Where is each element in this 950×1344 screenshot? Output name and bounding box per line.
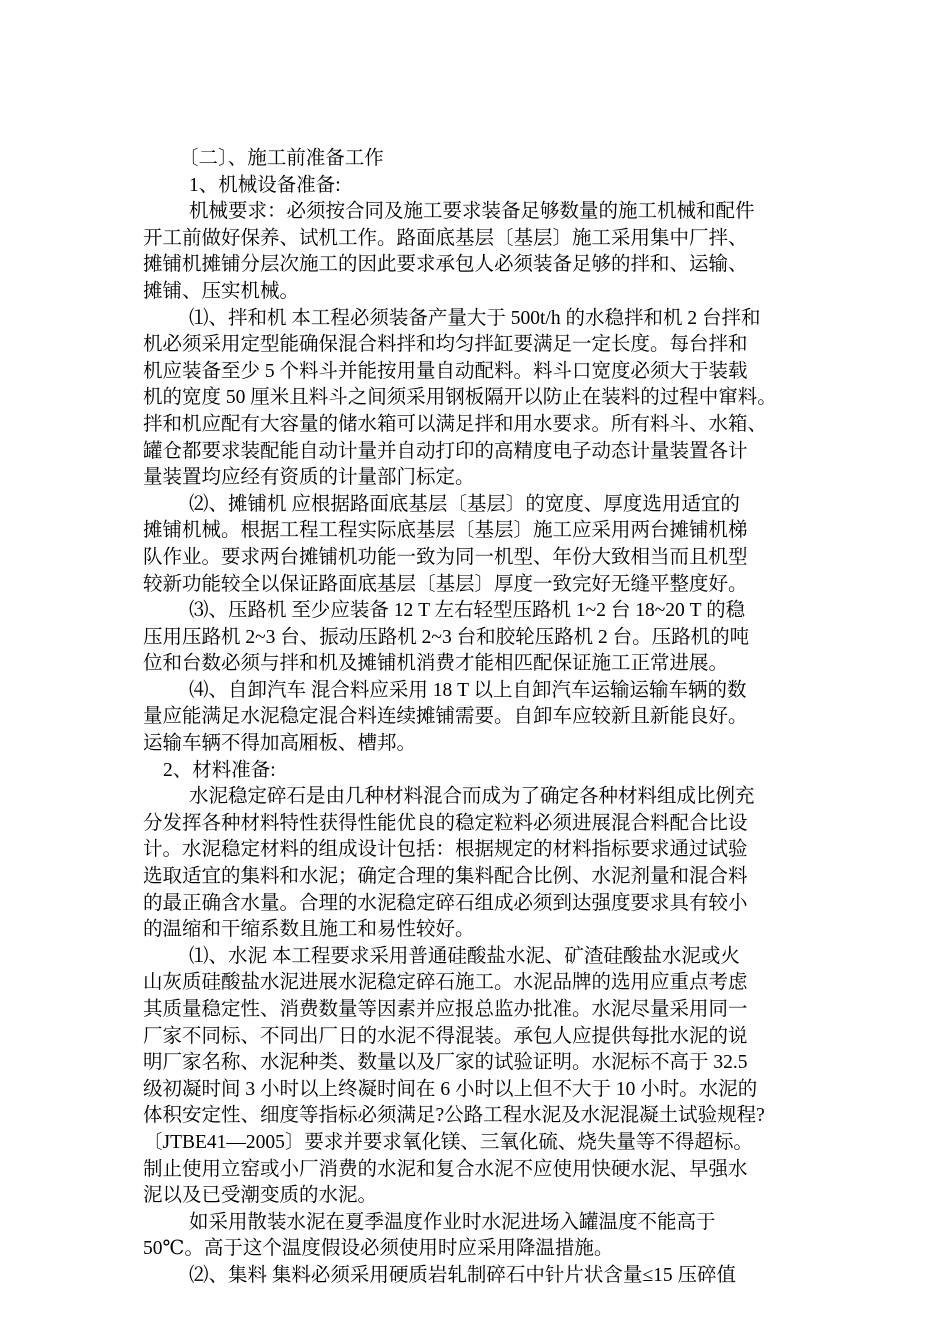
text-line: 压用压路机 2~3 台、振动压路机 2~3 台和胶轮压路机 2 台。压路机的吨 <box>143 626 750 648</box>
text-line: ⑷、自卸汽车 混合料应采用 18 T 以上自卸汽车运输运输车辆的数 <box>189 679 747 701</box>
text-line: 明厂家名称、水泥种类、数量以及厂家的试验证明。水泥标不高于 32.5 <box>143 1052 748 1074</box>
text-line: 级初凝时间 3 小时以上终凝时间在 6 小时以上但不大于 10 小时。水泥的 <box>143 1078 758 1100</box>
text-line: 选取适宜的集料和水泥；确定合理的集料配合比例、水泥剂量和混合料 <box>143 866 748 888</box>
text-line: ⑵、摊铺机 应根据路面底基层〔基层〕的宽度、厚度选用适宜的 <box>189 493 740 515</box>
text-line: ⑴、拌和机 本工程必须装备产量大于 500t/h 的水稳拌和机 2 台拌和 <box>189 307 761 329</box>
text-line: 位和台数必须与拌和机及摊铺机消费才能相匹配保证施工正常进展。 <box>143 653 729 675</box>
text-line: 50℃。高于这个温度假设必须使用时应采用降温措施。 <box>143 1238 614 1260</box>
text-line: 量装置均应经有资质的计量部门标定。 <box>143 467 475 489</box>
text-line: 机应装备至少 5 个料斗并能按用量自动配料。料斗口宽度必须大于装载 <box>143 360 748 382</box>
text-line: 2、材料准备: <box>163 759 276 781</box>
text-line: 拌和机应配有大容量的储水箱可以满足拌和用水要求。所有料斗、水箱、 <box>143 413 768 435</box>
text-line: 如采用散装水泥在夏季温度作业时水泥进场入罐温度不能高于 <box>189 1211 716 1233</box>
text-line: 摊铺机械。根据工程工程实际底基层〔基层〕施工应采用两台摊铺机梯 <box>143 520 748 542</box>
text-line: 体积安定性、细度等指标必须满足?公路工程水泥及水泥混凝土试验规程? <box>143 1105 765 1127</box>
text-line: 运输车辆不得加高厢板、槽邦。 <box>143 733 417 755</box>
text-line: 山灰质硅酸盐水泥进展水泥稳定碎石施工。水泥品牌的选用应重点考虑 <box>143 972 748 994</box>
document-page <box>143 146 848 1290</box>
text-line: 摊铺、压实机械。 <box>143 280 300 302</box>
text-line: ⑴、水泥 本工程要求采用普通硅酸盐水泥、矿渣硅酸盐水泥或火 <box>189 945 740 967</box>
text-line: 厂家不同标、不同出厂日的水泥不得混装。承包人应提供每批水泥的说 <box>143 1025 748 1047</box>
text-line: 制止使用立窑或小厂消费的水泥和复合水泥不应使用快硬水泥、早强水 <box>143 1158 748 1180</box>
text-line: 队作业。要求两台摊铺机功能一致为同一机型、年份大致相当而且机型 <box>143 546 748 568</box>
text-line: ⑵、集料 集料必须采用硬质岩轧制碎石中针片状含量≤15 压碎值 <box>189 1264 736 1286</box>
text-line: 的最正确含水量。合理的水泥稳定碎石组成必须到达强度要求具有较小 <box>143 892 748 914</box>
text-line: 水泥稳定碎石是由几种材料混合而成为了确定各种材料组成比例充 <box>189 786 755 808</box>
text-line: 机必须采用定型能确保混合料拌和均匀拌缸要满足一定长度。每台拌和 <box>143 334 748 356</box>
text-line: 机的宽度 50 厘米且料斗之间须采用钢板隔开以防止在装料的过程中窜料。 <box>143 387 777 409</box>
text-line: 的温缩和干缩系数且施工和易性较好。 <box>143 919 475 941</box>
text-line: 1、机械设备准备: <box>189 174 341 196</box>
text-line: 分发挥各种材料特性获得性能优良的稳定粒料必须进展混合料配合比设 <box>143 812 748 834</box>
text-line: 机械要求：必须按合同及施工要求装备足够数量的施工机械和配件 <box>189 201 755 223</box>
text-line: ⑶、压路机 至少应装备 12 T 左右轻型压路机 1~2 台 18~20 T 的稳 <box>189 600 746 622</box>
text-line: 摊铺机摊铺分层次施工的因此要求承包人必须装备足够的拌和、运输、 <box>143 254 748 276</box>
text-line: 〔二〕、施工前准备工作 <box>179 148 384 169</box>
text-line: 罐仓都要求装配能自动计量并自动打印的高精度电子动态计量装置各计 <box>143 440 748 462</box>
text-line: 量应能满足水泥稳定混合料连续摊铺需要。自卸车应较新且新能良好。 <box>143 706 748 728</box>
text-line: 计。水泥稳定材料的组成设计包括：根据规定的材料指标要求通过试验 <box>143 839 748 861</box>
text-line: 其质量稳定性、消费数量等因素并应报总监办批准。水泥尽量采用同一 <box>143 999 748 1020</box>
text-line: 泥以及已受潮变质的水泥。 <box>143 1185 378 1207</box>
text-line: 开工前做好保养、试机工作。路面底基层〔基层〕施工采用集中厂拌、 <box>143 227 748 249</box>
text-line: 〔JTBE41—2005〕要求并要求氧化镁、三氧化硫、烧失量等不得超标。 <box>143 1131 753 1153</box>
text-line: 较新功能较全以保证路面底基层〔基层〕厚度一致完好无缝平整度好。 <box>143 573 748 595</box>
